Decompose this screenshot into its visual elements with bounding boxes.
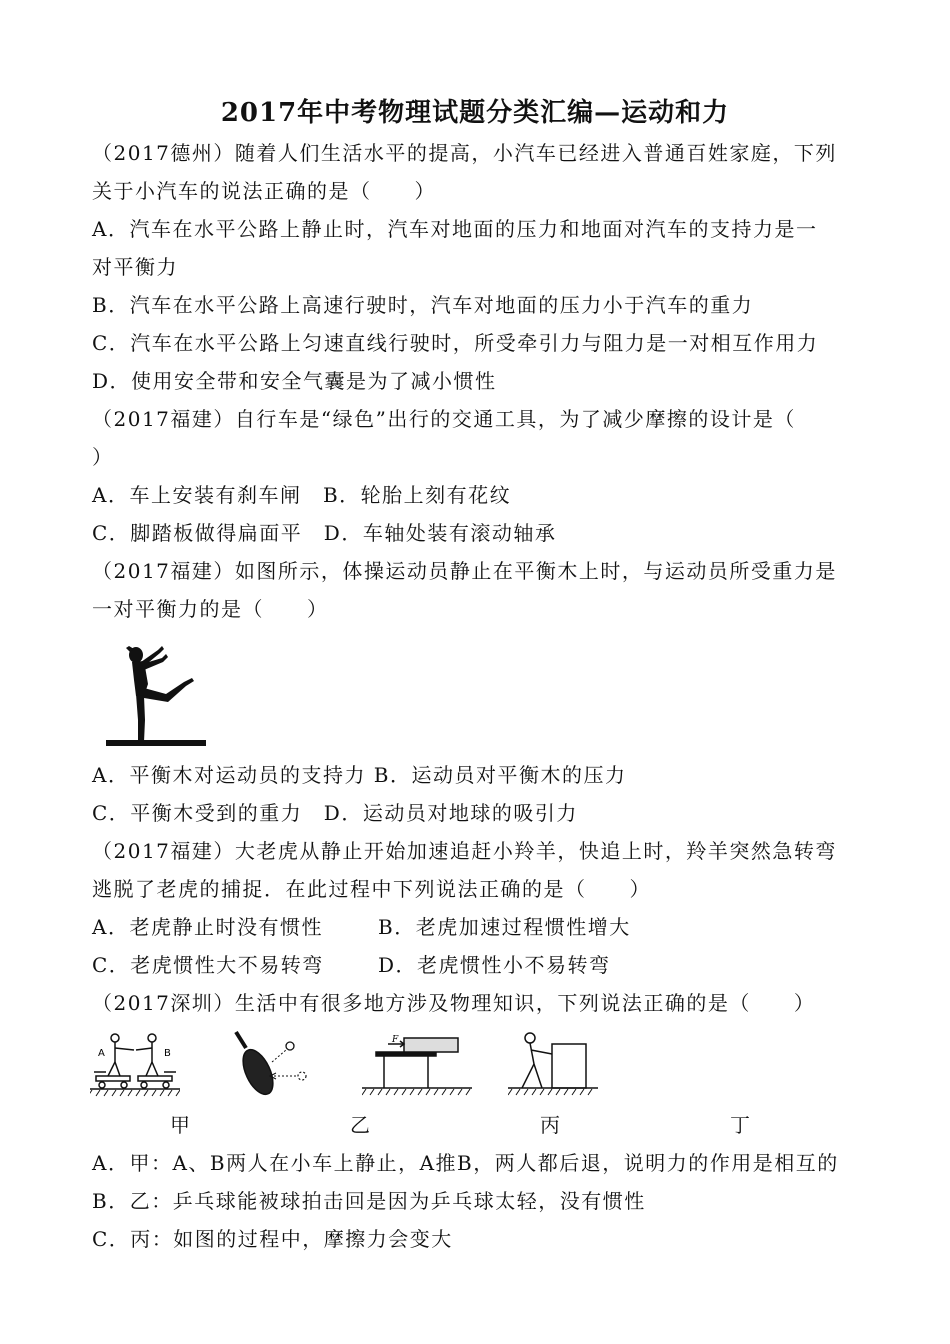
q5-stem: （2017深圳）生活中有很多地方涉及物理知识，下列说法正确的是（ ） <box>92 991 816 1015</box>
q3-options-cd: C．平衡木受到的重力 D．运动员对地球的吸引力 <box>92 801 578 825</box>
q2-options-ab: A．车上安装有刹车闸 B．轮胎上刻有花纹 <box>92 483 512 507</box>
q1-option-d: D．使用安全带和安全气囊是为了减小惯性 <box>92 369 497 393</box>
figure-label-ding: 丁 <box>730 1113 750 1137</box>
q4-stem-line-1: （2017福建）大老虎从静止开始加速追赶小羚羊，快追上时，羚羊突然急转弯 <box>92 839 837 863</box>
figure-bing-table <box>362 1030 472 1100</box>
q1-option-c: C．汽车在水平公路上匀速直线行驶时，所受牵引力与阻力是一对相互作用力 <box>92 331 819 355</box>
figure-ding-push-box <box>508 1030 598 1100</box>
q5-option-b: B．乙：乒乓球能被球拍击回是因为乒乓球太轻，没有惯性 <box>92 1189 646 1213</box>
figure-label-bing: 丙 <box>540 1113 560 1137</box>
balance-beam <box>106 740 206 746</box>
q1-option-b: B．汽车在水平公路上高速行驶时，汽车对地面的压力小于汽车的重力 <box>92 293 754 317</box>
gymnast-figure <box>100 640 210 750</box>
q2-stem-line-2: ） <box>92 445 114 469</box>
q2-stem-line-1: （2017福建）自行车是“绿色”出行的交通工具，为了减少摩擦的设计是（ <box>92 407 796 431</box>
q4-stem-line-2: 逃脱了老虎的捕捉．在此过程中下列说法正确的是（ ） <box>92 877 651 901</box>
q4-option-d: D．老虎惯性小不易转弯 <box>378 953 611 977</box>
q5-option-a: A．甲：A、B两人在小车上静止，A推B，两人都后退，说明力的作用是相互的 <box>92 1151 839 1175</box>
q3-stem-line-1: （2017福建）如图所示，体操运动员静止在平衡木上时，与运动员所受重力是 <box>92 559 837 583</box>
figure-label-jia: 甲 <box>170 1113 190 1137</box>
figure-label-yi: 乙 <box>350 1113 370 1137</box>
figure-yi-paddle <box>232 1030 322 1100</box>
q4-option-c: C．老虎惯性大不易转弯 <box>92 953 324 977</box>
label-f: F <box>392 1035 399 1045</box>
figure-jia-carts <box>90 1030 180 1100</box>
label-a: A <box>98 1048 105 1059</box>
q1-stem-line-1: （2017德州）随着人们生活水平的提高，小汽车已经进入普通百姓家庭，下列 <box>92 141 837 165</box>
q1-option-a-line-1: A．汽车在水平公路上静止时，汽车对地面的压力和地面对汽车的支持力是一 <box>92 217 818 241</box>
q2-options-cd: C．脚踏板做得扁面平 D．车轴处装有滚动轴承 <box>92 521 557 545</box>
page-title: 2017年中考物理试题分类汇编—运动和力 <box>220 98 730 128</box>
q3-stem-line-2: 一对平衡力的是（ ） <box>92 597 329 621</box>
q5-option-c: C．丙：如图的过程中，摩擦力会变大 <box>92 1227 453 1251</box>
q4-option-a: A．老虎静止时没有惯性 <box>92 915 323 939</box>
q1-option-a-line-2: 对平衡力 <box>92 255 178 279</box>
q4-option-b: B．老虎加速过程惯性增大 <box>378 915 631 939</box>
label-b: B <box>164 1048 171 1059</box>
q1-stem-line-2: 关于小汽车的说法正确的是（ ） <box>92 179 436 203</box>
q3-options-ab: A．平衡木对运动员的支持力 B．运动员对平衡木的压力 <box>92 763 627 787</box>
